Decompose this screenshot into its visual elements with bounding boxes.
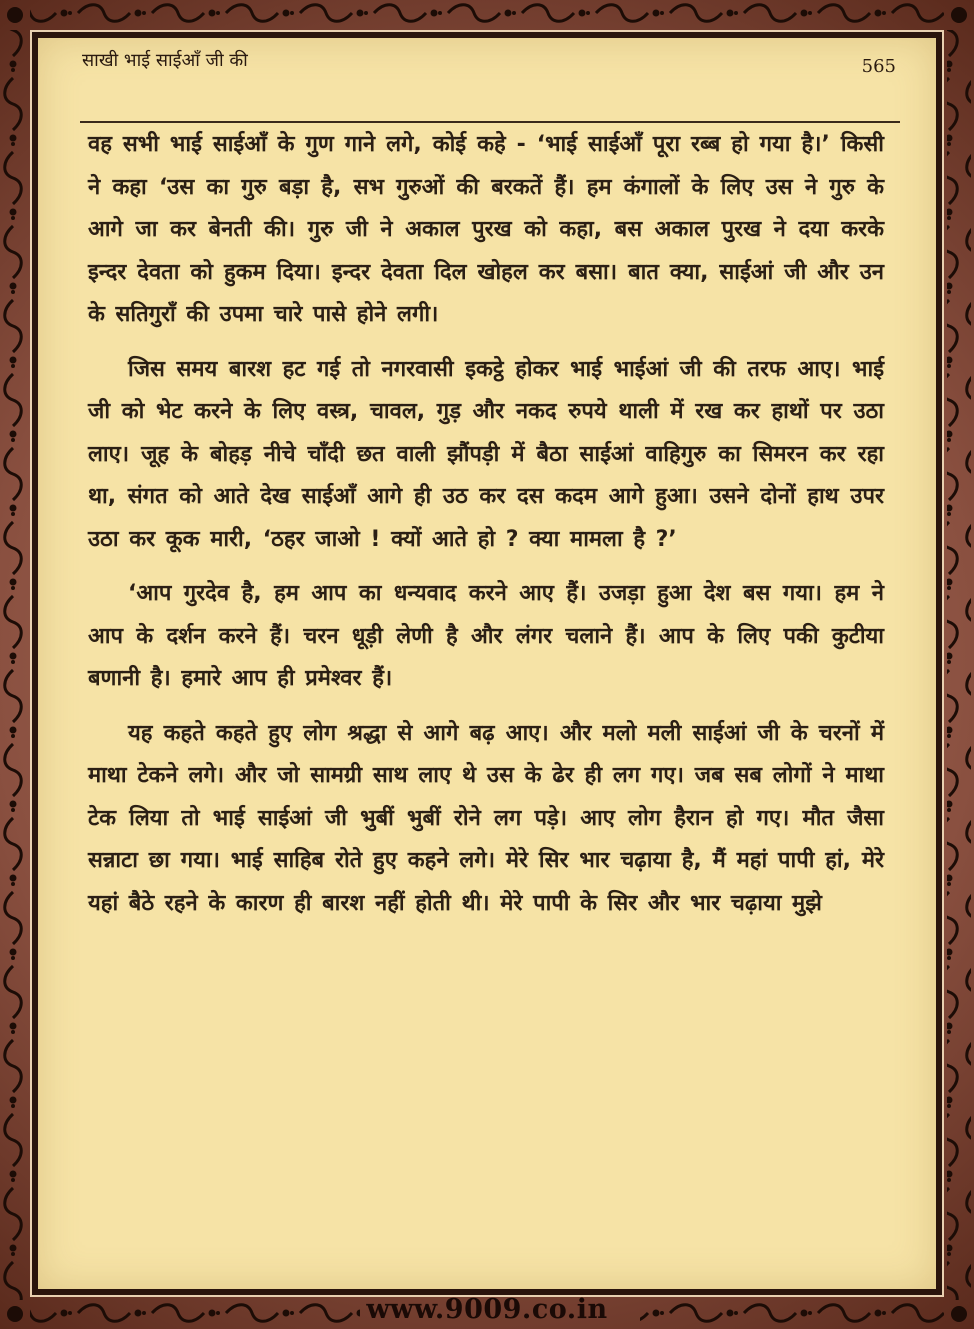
website-footer: www.9009.co.in	[366, 1294, 608, 1325]
paragraph: वह सभी भाई साईआँ के गुण गाने लगे, कोई कहे - ‘भाई साईआँ पूरा रब्ब हो गया है।’ किसी ने कहा ‘उस का गुरु बड़ा है, सभ गुरुओं की बरकतें हैं। हम कंगालों के लिए उस ने गुरु के आगे जा कर बेनती की। गुरु जी ने अकाल पुरख को कहा, बस अकाल पुरख ने दया करके इन्दर देवता को हुकम दिया। इन्दर देवता दिल खोहल कर बसा। बात क्या, साईआं जी और उन के सतिगुराँ की उपमा चारे पासे होने लगी।	[88, 132, 884, 327]
page-body	[88, 124, 884, 925]
top-border-pattern	[30, 3, 944, 27]
page-header	[82, 42, 896, 82]
header-rule	[80, 121, 900, 123]
corner-ornament	[951, 7, 967, 23]
paragraph: यह कहते कहते हुए लोग श्रद्धा से आगे बढ़ आए। और मलो मली साईआं जी के चरनों में माथा टेकने लगे। और जो सामग्री साथ लाए थे उस के ढेर ही लग गए। जब सब लोगों ने माथा टेक लिया तो भाई साईआं जी भुबीं भुबीं रोने लग पड़े। आए लोग हैरान हो गए। मौत जैसा सन्नाटा छा गया। भाई साहिब रोते हुए कहने लगे। मेरे सिर भार चढ़ाया है, मैं महां पापी हां, मेरे यहां बैठे रहने के कारण ही बारश नहीं होती थी। मेरे पापी के सिर और भार चढ़ाया मुझे	[88, 720, 884, 916]
corner-ornament	[7, 7, 23, 23]
left-border-pattern	[3, 30, 27, 1300]
page-number: 565	[861, 56, 896, 77]
running-title: साखी भाई साईआँ जी की	[82, 50, 248, 71]
paragraph: जिस समय बारश हट गई तो नगरवासी इकट्ठे होकर भाई भाईआं जी की तरफ आए। भाई जी को भेट करने के लिए वस्त्र, चावल, गुड़ और नकद रुपये थाली में रख कर हाथों पर उठा लाए। जूह के बोहड़ नीचे चाँदी छत वाली झौंपड़ी में बैठा साईआं वाहिगुरु का सिमरन कर रहा था, संगत को आते देख साईआँ आगे ही उठ कर दस कदम आगे हुआ। उसने दोनों हाथ उपर उठा कर कूक मारी, ‘ठहर जाओ ! क्यों आते हो ? क्या मामला है ?’	[88, 356, 884, 552]
paragraph: ‘आप गुरदेव है, हम आप का धन्यवाद करने आए हैं। उजड़ा हुआ देश बस गया। हम ने आप के दर्शन करने हैं। चरन धूड़ी लेणी है और लंगर चलाने हैं। आप के लिए पकी कुटीया बणानी है। हमारे आप ही प्रमेश्वर हैं।	[88, 581, 884, 691]
right-border-pattern	[947, 30, 971, 1300]
